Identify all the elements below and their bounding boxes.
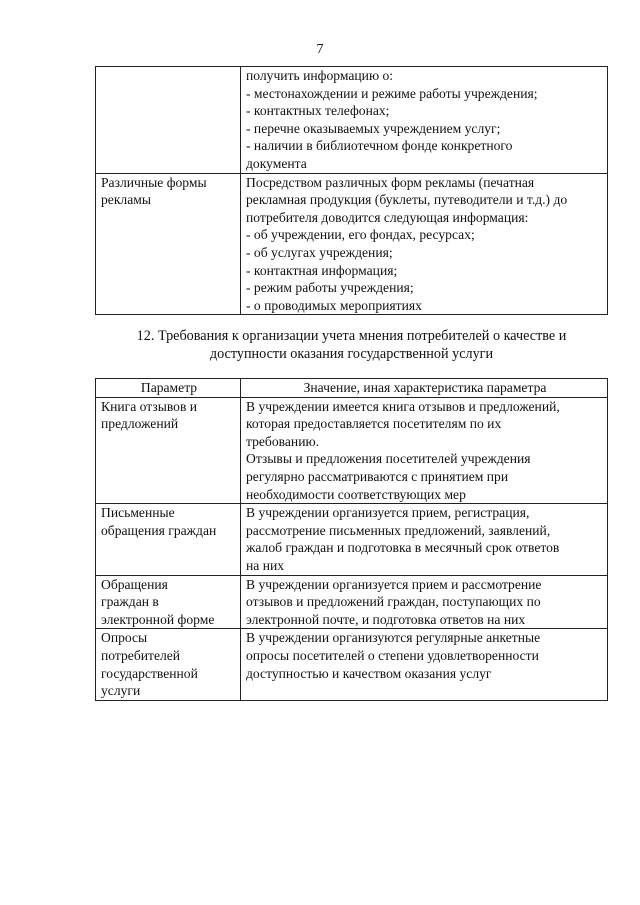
text-line: - режим работы учреждения; bbox=[246, 280, 414, 296]
text-line: Опросы bbox=[101, 630, 148, 646]
text-line: рассмотрение письменных предложений, заявлений, bbox=[246, 522, 551, 538]
table-row bbox=[96, 629, 608, 700]
text-line: Посредством различных форм рекламы (печатная bbox=[246, 174, 535, 190]
value-cell bbox=[241, 173, 608, 315]
value-cell bbox=[241, 575, 608, 629]
table-row bbox=[96, 504, 608, 575]
text-line: - контактных телефонах; bbox=[246, 103, 390, 119]
table-row bbox=[96, 67, 608, 174]
section-title bbox=[95, 327, 608, 363]
text-line: отзывов и предложений граждан, поступающих по bbox=[246, 594, 541, 610]
column-header-value: Значение, иная характеристика параметра bbox=[241, 379, 608, 398]
text-line: В учреждении имеется книга отзывов и предложений, bbox=[246, 398, 560, 414]
text-line: - контактная информация; bbox=[246, 262, 398, 278]
text-line: В учреждении организуется прием, регистрация, bbox=[246, 505, 530, 521]
text-line: потребителя доводится следующая информация: bbox=[246, 209, 529, 225]
text-line: на них bbox=[246, 557, 285, 573]
text-line: доступностью и качеством оказания услуг bbox=[246, 665, 492, 681]
text-line: В учреждении организуется прием и рассмотрение bbox=[246, 576, 542, 592]
feedback-requirements-table bbox=[95, 378, 608, 701]
text-line: - о проводимых мероприятиях bbox=[246, 297, 422, 313]
text-line: - местонахождении и режиме работы учреждения; bbox=[246, 85, 538, 101]
text-line: рекламная продукция (буклеты, путеводители и т.д.) до bbox=[246, 192, 568, 208]
value-cell bbox=[241, 397, 608, 504]
text-line: электронной почте, и подготовка ответов на них bbox=[246, 611, 526, 627]
text-line: граждан в bbox=[101, 594, 159, 610]
text-line: предложений bbox=[101, 416, 179, 432]
parameter-cell: Различные формы рекламы bbox=[96, 173, 241, 315]
table-row bbox=[96, 173, 608, 315]
text-line: документа bbox=[246, 155, 307, 171]
text-line: услуги bbox=[101, 683, 141, 699]
section-title-line: 12. Требования к организации учета мнения потребителей о качестве и bbox=[136, 328, 567, 344]
table-header-row bbox=[96, 379, 608, 398]
text-line: Обращения bbox=[101, 576, 168, 592]
text-line: обращения граждан bbox=[101, 522, 217, 538]
table-row bbox=[96, 575, 608, 629]
parameter-cell bbox=[96, 67, 241, 174]
text-line: - об учреждении, его фондах, ресурсах; bbox=[246, 227, 475, 243]
text-line: потребителей bbox=[101, 647, 181, 663]
text-line: - перечне оказываемых учреждением услуг; bbox=[246, 120, 501, 136]
text-line: государственной bbox=[101, 665, 198, 681]
parameter-cell bbox=[96, 504, 241, 575]
text-line: требованию. bbox=[246, 433, 320, 449]
parameter-cell bbox=[96, 397, 241, 504]
text-line: Отзывы и предложения посетителей учреждения bbox=[246, 451, 531, 467]
value-cell bbox=[241, 629, 608, 700]
page-number: 7 bbox=[316, 42, 324, 57]
text-line: Книга отзывов и bbox=[101, 398, 198, 414]
info-methods-table-continued bbox=[95, 66, 608, 315]
table-row bbox=[96, 397, 608, 504]
section-title-line: доступности оказания государственной услуги bbox=[209, 346, 494, 362]
text-line: Письменные bbox=[101, 505, 175, 521]
text-line: необходимости соответствующих мер bbox=[246, 486, 466, 502]
parameter-cell bbox=[96, 575, 241, 629]
text-line: - об услугах учреждения; bbox=[246, 244, 393, 260]
text-line: регулярно рассматриваются с принятием при bbox=[246, 468, 509, 484]
text-line: - наличии в библиотечном фонде конкретного bbox=[246, 138, 513, 154]
text-line: электронной форме bbox=[101, 611, 215, 627]
text-line: которая предоставляется посетителям по их bbox=[246, 416, 502, 432]
value-cell bbox=[241, 504, 608, 575]
text-line: получить информацию о: bbox=[246, 68, 394, 83]
text-line: опросы посетителей о степени удовлетворенности bbox=[246, 647, 539, 663]
text-line: В учреждении организуются регулярные анкетные bbox=[246, 630, 541, 646]
text-line: жалоб граждан и подготовка в месячный срок ответов bbox=[246, 540, 560, 556]
value-cell bbox=[241, 67, 608, 174]
column-header-parameter: Параметр bbox=[96, 379, 241, 398]
parameter-cell bbox=[96, 629, 241, 700]
